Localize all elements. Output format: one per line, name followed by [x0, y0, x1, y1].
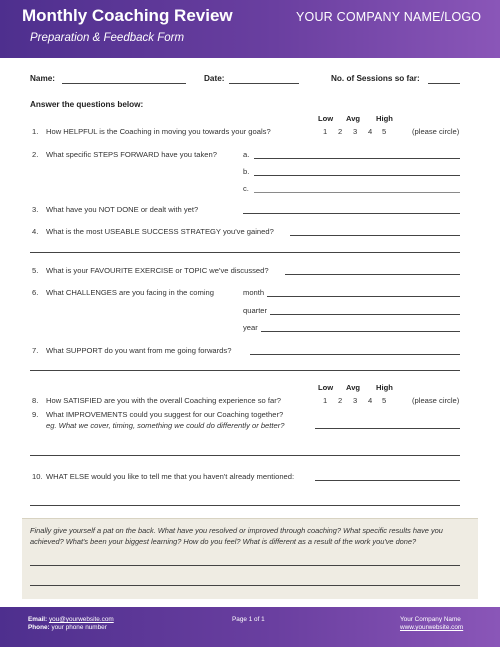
scale-low-label: Low: [318, 114, 334, 123]
q9-hint: eg. What we cover, timing, something we could do differently or better?: [46, 421, 285, 430]
scale-high-label: High: [376, 114, 393, 123]
scale2-high-label: High: [376, 383, 393, 392]
q10-text: WHAT ELSE would you like to tell me that you haven't already mentioned:: [46, 472, 295, 481]
q1-rating-4[interactable]: 4: [368, 127, 373, 136]
footer-website-link[interactable]: www.yourwebsite.com: [400, 624, 464, 631]
q2-text: What specific STEPS FORWARD have you taken?: [46, 150, 217, 159]
q9-text: What IMPROVEMENTS could you suggest for our Coaching together?: [46, 410, 284, 419]
q7-number: 7.: [32, 346, 39, 355]
reflection-answer-1[interactable]: [30, 565, 460, 566]
q2-sub-a: a.: [243, 150, 250, 159]
q9-number: 9.: [32, 410, 39, 419]
q6-answer-quarter[interactable]: [270, 314, 460, 315]
q9-answer-2[interactable]: [30, 455, 460, 456]
q7-answer-2[interactable]: [30, 370, 460, 371]
q6-answer-month[interactable]: [267, 296, 460, 297]
q2-number: 2.: [32, 150, 39, 159]
q3-text: What have you NOT DONE or dealt with yet?: [46, 205, 199, 214]
q4-answer-2[interactable]: [30, 252, 460, 253]
footer-page-number: Page 1 of 1: [232, 616, 265, 623]
q6-text: What CHALLENGES are you facing in the coming: [46, 288, 214, 297]
footer-phone: [28, 624, 107, 631]
scale2-low-label: Low: [318, 383, 334, 392]
q2-answer-a[interactable]: [254, 158, 460, 159]
q6-number: 6.: [32, 288, 39, 297]
q1-rating-2[interactable]: 2: [338, 127, 343, 136]
q10-answer-2[interactable]: [30, 505, 460, 506]
reflection-prompt: Finally give yourself a pat on the back. What have you resolved or improved through coaching? What specific results have you achieved? What's been your biggest learning? How do you feel? What is different as a result of the work you've done?: [30, 526, 443, 546]
q6-sub-month: month: [243, 288, 265, 297]
q2-sub-c: c.: [243, 184, 249, 193]
q8-circle-note: (please circle): [412, 396, 460, 405]
q1-rating-3[interactable]: 3: [353, 127, 358, 136]
q1-rating-5[interactable]: 5: [382, 127, 387, 136]
q3-number: 3.: [32, 205, 39, 214]
q7-answer-1[interactable]: [250, 354, 460, 355]
q2-answer-b[interactable]: [254, 175, 460, 176]
instructions: Answer the questions below:: [30, 100, 144, 109]
footer-email-link[interactable]: you@yourwebsite.com: [48, 616, 114, 623]
q8-rating-2[interactable]: 2: [338, 396, 343, 405]
q1-rating-1[interactable]: 1: [323, 127, 328, 136]
name-field[interactable]: [62, 83, 186, 84]
q5-text: What is your FAVOURITE EXERCISE or TOPIC we've discussed?: [46, 266, 269, 275]
sessions-label: No. of Sessions so far:: [331, 74, 420, 83]
q8-rating-4[interactable]: 4: [368, 396, 373, 405]
scale2-avg-label: Avg: [346, 383, 361, 392]
q9-answer-1[interactable]: [315, 428, 460, 429]
q1-number: 1.: [32, 127, 39, 136]
footer-email: [28, 616, 114, 623]
q8-rating-5[interactable]: 5: [382, 396, 387, 405]
q1-text: How HELPFUL is the Coaching in moving you towards your goals?: [46, 127, 271, 136]
q7-text: What SUPPORT do you want from me going forwards?: [46, 346, 232, 355]
name-label: Name:: [30, 74, 56, 83]
form-subtitle: Preparation & Feedback Form: [30, 32, 185, 44]
q4-number: 4.: [32, 227, 39, 236]
q10-answer-1[interactable]: [315, 480, 460, 481]
q2-answer-c[interactable]: [254, 192, 460, 193]
company-logo-text: YOUR COMPANY NAME/LOGO: [296, 10, 482, 24]
q6-answer-year[interactable]: [261, 331, 460, 332]
footer-phone-value: your phone number: [51, 624, 107, 631]
sessions-field[interactable]: [428, 83, 460, 84]
q8-text: How SATISFIED are you with the overall Coaching experience so far?: [46, 396, 281, 405]
scale-avg-label: Avg: [346, 114, 361, 123]
q4-text: What is the most USEABLE SUCCESS STRATEGY you've gained?: [46, 227, 274, 236]
q6-sub-year: year: [243, 323, 258, 332]
footer-phone-label: Phone:: [28, 624, 50, 631]
q4-answer-1[interactable]: [290, 235, 460, 236]
q8-rating-3[interactable]: 3: [353, 396, 358, 405]
date-field[interactable]: [229, 83, 299, 84]
q10-number: 10.: [32, 472, 43, 481]
q1-circle-note: (please circle): [412, 127, 460, 136]
form-title: Monthly Coaching Review: [22, 6, 233, 25]
date-label: Date:: [204, 74, 225, 83]
q2-sub-b: b.: [243, 167, 250, 176]
footer-company: Your Company Name: [400, 616, 461, 623]
q8-rating-1[interactable]: 1: [323, 396, 328, 405]
reflection-answer-2[interactable]: [30, 585, 460, 586]
footer-email-label: Email:: [28, 616, 48, 623]
q8-number: 8.: [32, 396, 39, 405]
q3-answer[interactable]: [243, 213, 460, 214]
q6-sub-quarter: quarter: [243, 306, 268, 315]
q5-number: 5.: [32, 266, 39, 275]
q5-answer[interactable]: [285, 274, 460, 275]
